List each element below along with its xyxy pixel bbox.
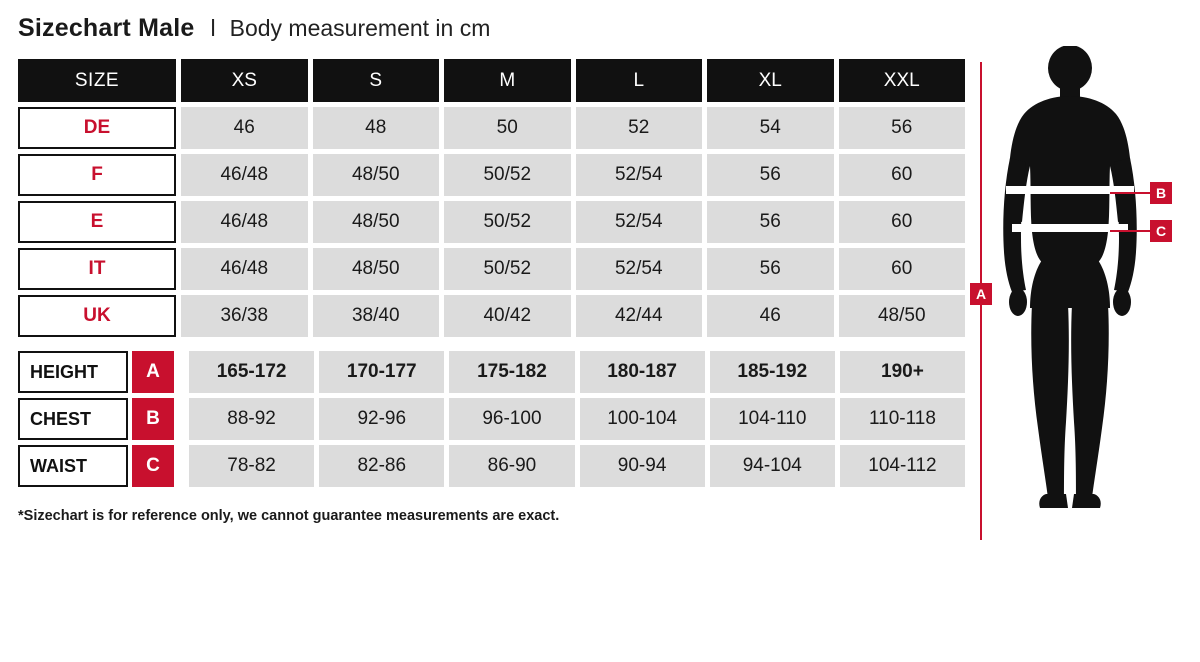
row-label-height: HEIGHT (18, 351, 128, 393)
row-label-chest: CHEST (18, 398, 128, 440)
cell-waist-m: 86-90 (449, 445, 574, 487)
cell-f-xs: 46/48 (181, 154, 308, 196)
cell-e-l: 52/54 (576, 201, 703, 243)
table-row (18, 107, 965, 149)
cell-f-xl: 56 (707, 154, 834, 196)
chest-callout-line (1110, 192, 1152, 194)
cell-uk-xl: 46 (707, 295, 834, 337)
male-body-silhouette-icon (960, 46, 1190, 536)
body-figure (960, 46, 1190, 536)
cell-waist-l: 90-94 (580, 445, 705, 487)
table-row (18, 398, 965, 440)
cell-de-xs: 46 (181, 107, 308, 149)
cell-chest-xl: 104-110 (710, 398, 835, 440)
column-header-xs: XS (181, 59, 308, 102)
cell-height-xl: 185-192 (710, 351, 835, 393)
figure-marker-a: A (970, 283, 992, 305)
column-header-size: SIZE (18, 59, 176, 102)
sizechart-table (18, 59, 965, 492)
cell-height-xs: 165-172 (189, 351, 314, 393)
cell-it-xs: 46/48 (181, 248, 308, 290)
cell-de-m: 50 (444, 107, 571, 149)
cell-it-m: 50/52 (444, 248, 571, 290)
table-row (18, 295, 965, 337)
cell-chest-s: 92-96 (319, 398, 444, 440)
cell-chest-m: 96-100 (449, 398, 574, 440)
cell-waist-s: 82-86 (319, 445, 444, 487)
cell-height-xxl: 190+ (840, 351, 965, 393)
cell-chest-xs: 88-92 (189, 398, 314, 440)
column-header-m: M (444, 59, 571, 102)
table-row (18, 445, 965, 487)
column-header-xl: XL (707, 59, 834, 102)
cell-waist-xs: 78-82 (189, 445, 314, 487)
figure-marker-c: C (1150, 220, 1172, 242)
row-label-it: IT (18, 248, 176, 290)
layout-spacer (174, 351, 184, 393)
cell-chest-xxl: 110-118 (840, 398, 965, 440)
cell-it-xl: 56 (707, 248, 834, 290)
cell-height-m: 175-182 (449, 351, 574, 393)
cell-height-l: 180-187 (580, 351, 705, 393)
cell-uk-xs: 36/38 (181, 295, 308, 337)
cell-de-xxl: 56 (839, 107, 966, 149)
table-header-row (18, 59, 965, 102)
cell-e-xxl: 60 (839, 201, 966, 243)
table-row (18, 351, 965, 393)
page-subtitle: Body measurement in cm (229, 15, 491, 41)
cell-chest-l: 100-104 (580, 398, 705, 440)
marker-badge-b: B (132, 398, 174, 440)
cell-height-s: 170-177 (319, 351, 444, 393)
row-label-e: E (18, 201, 176, 243)
row-label-uk: UK (18, 295, 176, 337)
cell-it-xxl: 60 (839, 248, 966, 290)
cell-uk-xxl: 48/50 (839, 295, 966, 337)
cell-waist-xl: 94-104 (710, 445, 835, 487)
figure-marker-b: B (1150, 182, 1172, 204)
cell-e-xl: 56 (707, 201, 834, 243)
cell-uk-s: 38/40 (313, 295, 440, 337)
cell-uk-l: 42/44 (576, 295, 703, 337)
marker-badge-a: A (132, 351, 174, 393)
cell-it-s: 48/50 (313, 248, 440, 290)
cell-f-m: 50/52 (444, 154, 571, 196)
cell-de-xl: 54 (707, 107, 834, 149)
cell-it-l: 52/54 (576, 248, 703, 290)
disclaimer-note: *Sizechart is for reference only, we cannot guarantee measurements are exact. (18, 508, 560, 524)
page-title-main: Sizechart Male (18, 14, 195, 42)
cell-e-m: 50/52 (444, 201, 571, 243)
table-row (18, 248, 965, 290)
layout-spacer (174, 445, 184, 487)
page-title (18, 14, 490, 43)
cell-e-s: 48/50 (313, 201, 440, 243)
cell-f-s: 48/50 (313, 154, 440, 196)
marker-badge-c: C (132, 445, 174, 487)
column-header-s: S (313, 59, 440, 102)
cell-uk-m: 40/42 (444, 295, 571, 337)
title-separator: l (210, 15, 216, 41)
cell-waist-xxl: 104-112 (840, 445, 965, 487)
column-header-xxl: XXL (839, 59, 966, 102)
row-label-waist: WAIST (18, 445, 128, 487)
cell-e-xs: 46/48 (181, 201, 308, 243)
cell-de-l: 52 (576, 107, 703, 149)
table-row (18, 154, 965, 196)
waist-callout-line (1110, 230, 1152, 232)
table-row (18, 201, 965, 243)
cell-f-xxl: 60 (839, 154, 966, 196)
cell-f-l: 52/54 (576, 154, 703, 196)
row-label-f: F (18, 154, 176, 196)
column-header-l: L (576, 59, 703, 102)
row-label-de: DE (18, 107, 176, 149)
layout-spacer (174, 398, 184, 440)
cell-de-s: 48 (313, 107, 440, 149)
